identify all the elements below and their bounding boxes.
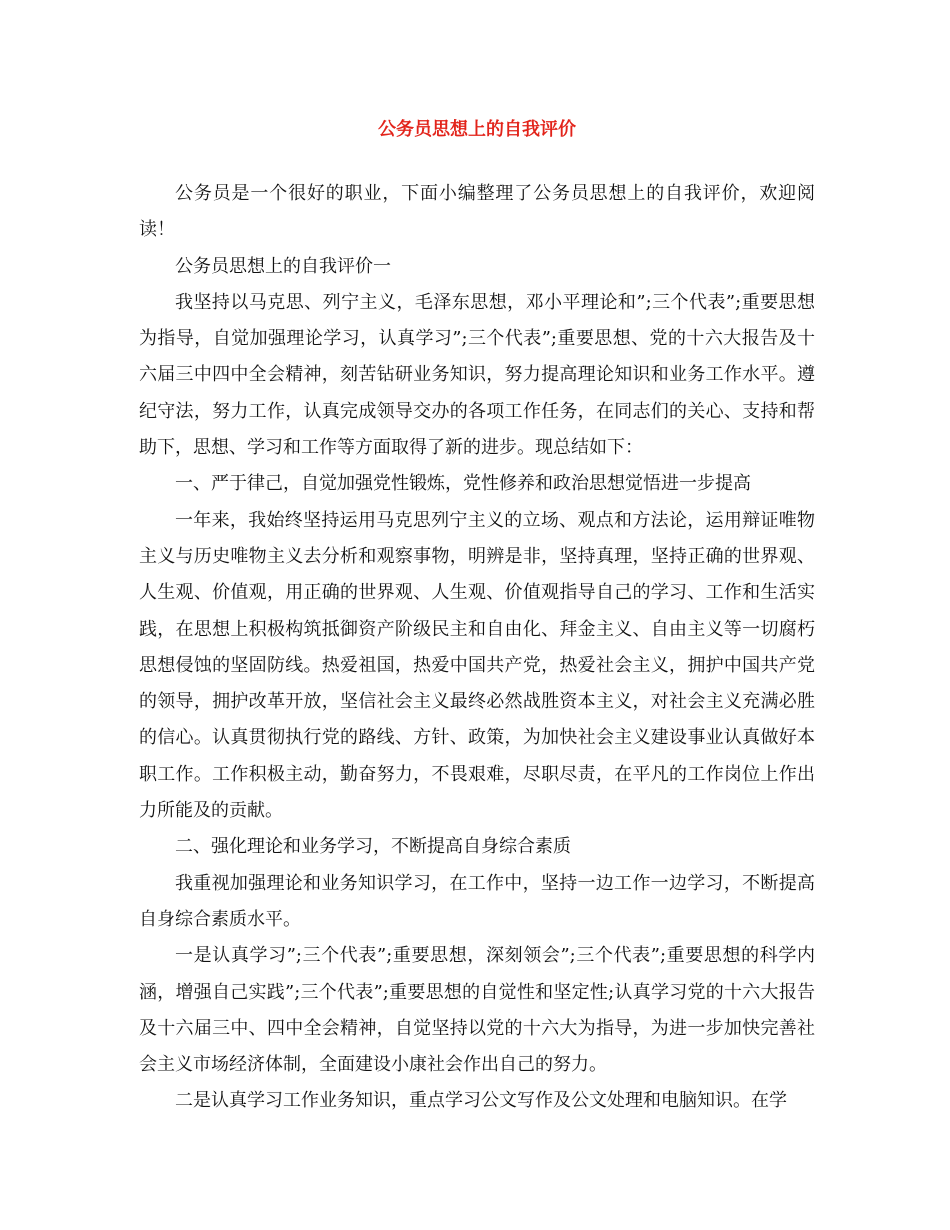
paragraph: 一年来，我始终坚持运用马克思列宁主义的立场、观点和方法论，运用辩证唯物主义与历史唯物主义去分析和观察事物，明辨是非，坚持真理，坚持正确的世界观、人生观、价值观，用正确的世界观、人生观、价值观指导自己的学习、工作和生活实践，在思想上积极构筑抵御资产阶级民主和自由化、拜金主义、自由主义等一切腐朽思想侵蚀的坚固防线。热爱祖国，热爱中国共产党，热爱社会主义，拥护中国共产党的领导，拥护改革开放，坚信社会主义最终必然战胜资本主义，对社会主义充满必胜的信心。认真贯彻执行党的路线、方针、政策，为加快社会主义建设事业认真做好本职工作。工作积极主动，勤奋努力，不畏艰难，尽职尽责，在平凡的工作岗位上作出力所能及的贡献。 [139,509,815,822]
paragraph: 二是认真学习工作业务知识，重点学习公文写作及公文处理和电脑知识。在学 [175,1090,787,1112]
paragraph: 一是认真学习”;三个代表”;重要思想，深刻领会”;三个代表”;重要思想的科学内涵，增强自己实践”;三个代表”;重要思想的自觉性和坚定性;认真学习党的十六大报告及十六届三中、四中全会精神，自觉坚持以党的十六大为指导，为进一步加快完善社会主义市场经济体制，全面建设小康社会作出自己的努力。 [139,945,815,1076]
paragraph: 我坚持以马克思、列宁主义，毛泽东思想，邓小平理论和”;三个代表”;重要思想为指导，自觉加强理论学习，认真学习”;三个代表”;重要思想、党的十六大报告及十六届三中四中全会精神，刻苦钻研业务知识，努力提高理论知识和业务工作水平。遵纪守法，努力工作，认真完成领导交办的各项工作任务，在同志们的关心、支持和帮助下，思想、学习和工作等方面取得了新的进步。现总结如下： [139,291,815,459]
paragraph: 我重视加强理论和业务知识学习，在工作中，坚持一边工作一边学习，不断提高自身综合素质水平。 [139,872,815,930]
subheading-one: 一、严于律己，自觉加强党性锻炼，党性修养和政治思想觉悟进一步提高 [175,473,751,495]
subheading-two: 二、强化理论和业务学习，不断提高自身综合素质 [175,836,571,858]
document-title: 公务员思想上的自我评价 [378,119,576,140]
paragraph-intro: 公务员是一个很好的职业，下面小编整理了公务员思想上的自我评价，欢迎阅读！ [139,183,815,241]
section-heading-one: 公务员思想上的自我评价一 [175,255,391,277]
